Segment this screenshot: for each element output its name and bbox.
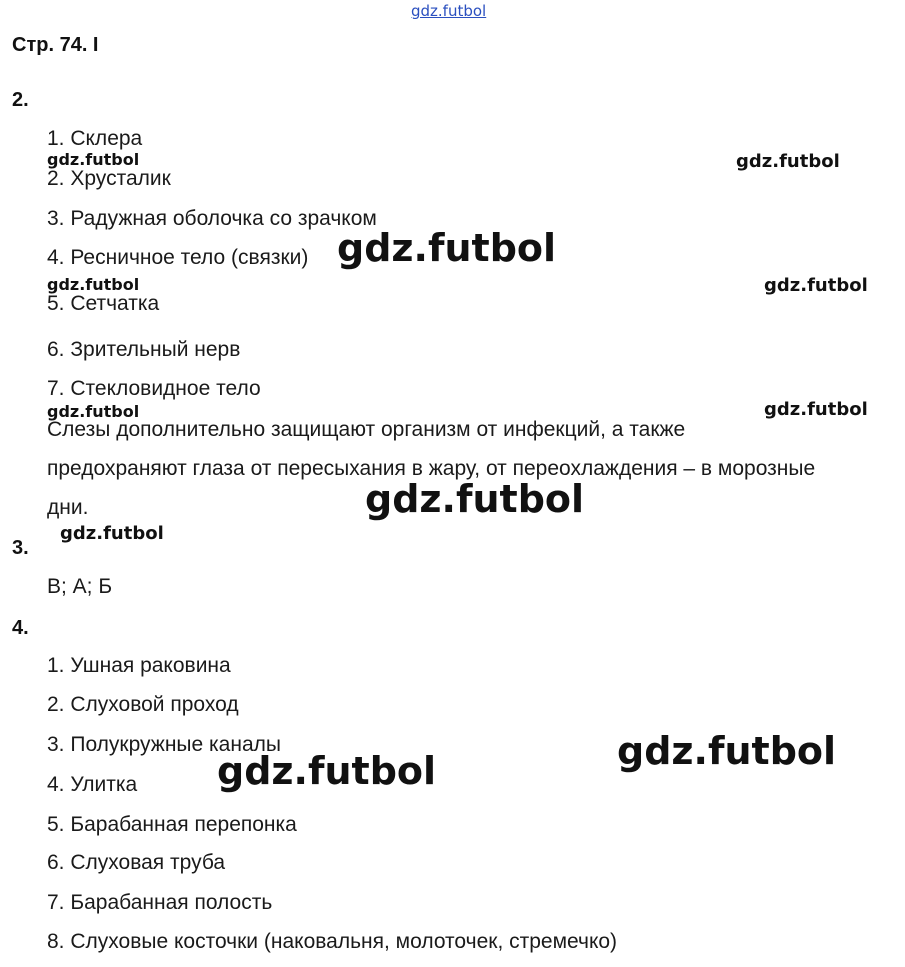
task3-number: 3. bbox=[12, 537, 29, 559]
task2-item: 2. Хрусталик bbox=[47, 167, 171, 190]
task4-item: 2. Слуховой проход bbox=[47, 693, 239, 716]
task2-paragraph-line: дни. bbox=[47, 496, 89, 519]
watermark: gdz.futbol bbox=[47, 150, 140, 169]
task4-item: 6. Слуховая труба bbox=[47, 851, 226, 874]
watermark: gdz.futbol bbox=[365, 477, 585, 521]
task4-item: 7. Барабанная полость bbox=[47, 891, 273, 914]
task4-item: 4. Улитка bbox=[47, 773, 138, 796]
watermark: gdz.futbol bbox=[47, 275, 140, 294]
watermark: gdz.futbol bbox=[60, 523, 164, 544]
watermark: gdz.futbol bbox=[337, 226, 557, 270]
task4-item: 5. Барабанная перепонка bbox=[47, 813, 297, 836]
page-header: Стр. 74. I bbox=[12, 34, 99, 56]
task2-item: 1. Склера bbox=[47, 127, 143, 150]
task4-item: 3. Полукружные каналы bbox=[47, 733, 281, 756]
task2-item: 7. Стекловидное тело bbox=[47, 377, 261, 400]
watermark: gdz.futbol bbox=[217, 749, 437, 793]
task2-item: 6. Зрительный нерв bbox=[47, 338, 241, 361]
watermark: gdz.futbol bbox=[764, 399, 868, 420]
watermark: gdz.futbol bbox=[617, 729, 837, 773]
task4-item: 8. Слуховые косточки (наковальня, молоточек, стремечко) bbox=[47, 930, 618, 953]
task4-item: 1. Ушная раковина bbox=[47, 654, 231, 677]
watermark: gdz.futbol bbox=[736, 151, 840, 172]
task2-item: 4. Ресничное тело (связки) bbox=[47, 246, 309, 269]
task3-answer: В; А; Б bbox=[47, 575, 113, 598]
task2-paragraph-line: Слезы дополнительно защищают организм от инфекций, а также bbox=[47, 418, 686, 441]
task2-item: 3. Радужная оболочка со зрачком bbox=[47, 207, 377, 230]
watermark: gdz.futbol bbox=[764, 275, 868, 296]
task2-item: 5. Сетчатка bbox=[47, 292, 160, 315]
watermark-top-link[interactable]: gdz.futbol bbox=[411, 2, 487, 20]
watermark: gdz.futbol bbox=[47, 402, 140, 421]
task2-paragraph-line: предохраняют глаза от пересыхания в жару, от переохлаждения – в морозные bbox=[47, 457, 816, 480]
task2-number: 2. bbox=[12, 89, 29, 111]
task4-number: 4. bbox=[12, 617, 29, 639]
